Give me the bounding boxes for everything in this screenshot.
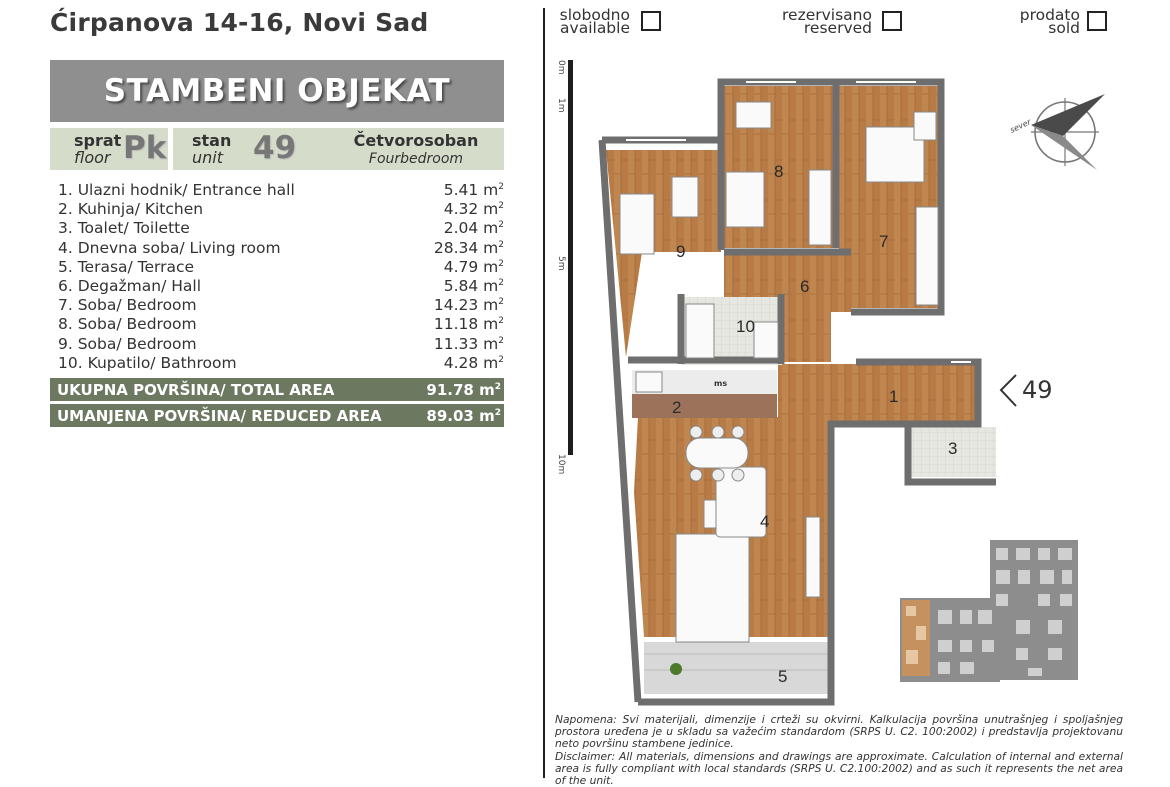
room-row: 10. Kupatilo/ Bathroom 4.28 $m^2$ xyxy=(58,353,504,372)
room-number-1: 1 xyxy=(889,387,899,406)
floor-label-sr: sprat xyxy=(74,131,122,150)
scale-label: 0m xyxy=(556,60,566,75)
total-area-value: 91.78 $m^2$ xyxy=(426,381,501,399)
room-number-10: 10 xyxy=(736,317,755,336)
floor-label-en: floor xyxy=(74,148,111,167)
room-number-4: 4 xyxy=(760,512,770,531)
room-row: 5. Terasa/ Terrace 4.79 $m^2$ xyxy=(58,257,504,276)
entrance-arrow-icon xyxy=(998,372,1020,410)
total-area-label: UKUPNA POVRŠINA/ TOTAL AREA xyxy=(57,381,335,399)
napomena-paragraph: Napomena: Svi materijali, dimenzije i crteži su okvirni. Kalkulacija površina unutrašnjeg i spoljašnjeg prostora uređena je u skladu sa važećim standardom (SRPS U. C2. 100:2002) i predstavlja projektovanu neto površinu stambene jedinice. xyxy=(555,713,1123,751)
room-number-2: 2 xyxy=(672,398,682,417)
sold-checkbox[interactable] xyxy=(1087,11,1107,31)
site-plan-thumbnail xyxy=(898,540,1088,688)
scale-label: 5m xyxy=(556,256,566,271)
building-type-banner xyxy=(50,60,504,122)
room-row: 2. Kuhinja/ Kitchen 4.32 $m^2$ xyxy=(58,200,504,219)
room-row: 6. Degažman/ Hall 5.84 $m^2$ xyxy=(58,276,504,295)
reserved-checkbox[interactable] xyxy=(882,11,902,31)
status-reserved: rezervisano reserved xyxy=(782,6,872,37)
room-row: 8. Soba/ Bedroom 11.18 $m^2$ xyxy=(58,315,504,334)
disclaimer-paragraph: Disclaimer: All materials, dimensions and drawings are approximate. Calculation of internal and external area is fully compliant with local standards (SRPS U. C2.100:2002) and as such it represents the net area of the unit. xyxy=(555,749,1124,787)
type-cell xyxy=(328,128,504,170)
column-divider xyxy=(543,8,545,778)
floor-value: Pk xyxy=(123,130,167,166)
room-row: 3. Toalet/ Toilette 2.04 $m^2$ xyxy=(58,219,504,238)
compass-icon xyxy=(1005,92,1115,174)
unit-label-sr: stan xyxy=(192,131,232,150)
room-row: 4. Dnevna soba/ Living room 28.34 $m^2$ xyxy=(58,238,504,257)
type-sr: Četvorosoban xyxy=(353,131,479,150)
unit-value: 49 xyxy=(253,130,297,166)
kitchen-label: ms xyxy=(714,379,728,388)
room-row: 7. Soba/ Bedroom 14.23 $m^2$ xyxy=(58,296,504,315)
building-type-text: STAMBENI OBJEKAT xyxy=(103,73,451,109)
room-list xyxy=(58,181,504,373)
total-area-bar xyxy=(50,378,504,401)
disclaimer-notes xyxy=(555,714,1123,787)
reduced-area-bar xyxy=(50,404,504,427)
scale-label: 1m xyxy=(556,98,566,113)
room-row: 1. Ulazni hodnik/ Entrance hall 5.41 $m^2$ xyxy=(58,181,504,199)
unit-label-en: unit xyxy=(192,148,223,167)
project-address: Ćirpanova 14-16, Novi Sad xyxy=(50,8,429,37)
room-number-6: 6 xyxy=(800,277,810,296)
unit-info-row xyxy=(50,128,504,170)
scale-bar xyxy=(568,60,573,455)
status-available: slobodno available xyxy=(559,6,630,37)
room-number-9: 9 xyxy=(676,242,686,261)
reduced-area-label: UMANJENA POVRŠINA/ REDUCED AREA xyxy=(57,407,382,425)
room-number-8: 8 xyxy=(774,162,784,181)
unit-marker-number: 49 xyxy=(1022,376,1053,404)
room-row: 9. Soba/ Bedroom 11.33 $m^2$ xyxy=(58,334,504,353)
available-checkbox[interactable] xyxy=(641,11,661,31)
floor-cell xyxy=(50,128,168,170)
room-number-3: 3 xyxy=(948,439,958,458)
room-number-5: 5 xyxy=(778,667,788,686)
type-en: Fourbedroom xyxy=(368,151,464,167)
status-sold: prodato sold xyxy=(1019,6,1080,37)
scale-label: 10m xyxy=(556,454,566,475)
room-number-7: 7 xyxy=(879,232,889,251)
compass-north-label: sever xyxy=(1008,117,1033,135)
reduced-area-value: 89.03 $m^2$ xyxy=(426,407,501,425)
